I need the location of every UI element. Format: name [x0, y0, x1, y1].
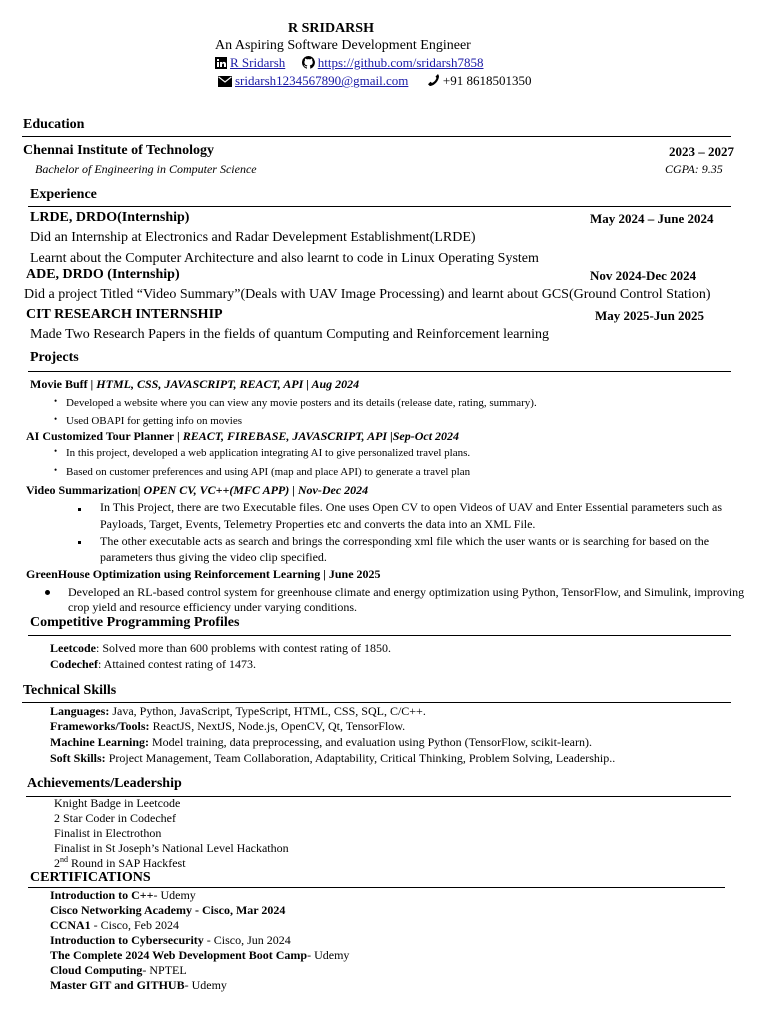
projects-heading: Projects: [30, 350, 79, 365]
certification-item: Cloud Computing- NPTEL: [50, 963, 187, 977]
skill-line: Frameworks/Tools: ReactJS, NextJS, Node.js, OpenCV, Qt, TensorFlow.: [50, 719, 406, 733]
achievement-item: Finalist in Electrothon: [54, 826, 162, 840]
github-icon: [302, 56, 315, 73]
email-link[interactable]: sridarsh1234567890@gmail.com: [235, 73, 409, 88]
project-title: Video Summarization| OPEN CV, VC++(MFC APP) | Nov-Dec 2024: [26, 483, 369, 497]
phone-icon: [427, 73, 440, 91]
links-row: [215, 55, 484, 73]
experience-line: Made Two Research Papers in the fields of quantum Computing and Reinforcement learning: [30, 327, 549, 342]
certification-item: Introduction to Cybersecurity - Cisco, Jun 2024: [50, 933, 291, 947]
bullet-icon: •: [54, 396, 58, 406]
linkedin-icon: [215, 57, 227, 73]
degree: Bachelor of Engineering in Computer Science: [35, 162, 257, 176]
experience-org: ADE, DRDO (Internship): [26, 267, 180, 282]
project-title: GreenHouse Optimization using Reinforcement Learning | June 2025: [26, 567, 381, 581]
school-name: Chennai Institute of Technology: [23, 143, 214, 158]
certifications-heading: CERTIFICATIONS: [30, 870, 151, 885]
phone-number: +91 8618501350: [442, 73, 532, 88]
project-title: AI Customized Tour Planner | REACT, FIREBASE, JAVASCRIPT, API |Sep-Oct 2024: [26, 429, 460, 443]
experience-line: Did a project Titled “Video Summary”(Deals with UAV Image Processing) and learnt about GCS(Ground Control Station): [24, 287, 711, 302]
project-title: Movie Buff | HTML, CSS, JAVASCRIPT, REACT, API | Aug 2024: [30, 377, 360, 391]
experience-heading: Experience: [30, 187, 97, 202]
experience-org: LRDE, DRDO(Internship): [30, 210, 190, 225]
experience-line: Learnt about the Computer Architecture and also learnt to code in Linux Operating System: [30, 251, 539, 266]
skill-line: Soft Skills: Project Management, Team Collaboration, Adaptability, Critical Thinking, Problem Solving, Leadership..: [50, 751, 616, 765]
education-years: 2023 – 2027: [669, 144, 734, 159]
education-heading: Education: [23, 117, 85, 132]
certification-item: Introduction to C++- Udemy: [50, 888, 196, 902]
project-bullet: In This Project, there are two Executable files. One uses Open CV to open Videos of UAV and Enter Essential parameters such as: [100, 500, 723, 514]
project-bullet: The other executable acts as search and brings the corresponding xml file which the user wants or is searching for based on the: [100, 534, 710, 548]
experience-line: Did an Internship at Electronics and Radar Develepment Establishment(LRDE): [30, 230, 476, 245]
leetcode-line: Leetcode: Solved more than 600 problems with contest rating of 1850.: [50, 641, 391, 655]
project-bullet: Developed an RL-based control system for greenhouse climate and energy optimization using Python, TensorFlow, and Simulink, improving: [68, 585, 745, 599]
experience-date: May 2024 – June 2024: [590, 211, 714, 226]
bullet-icon: •: [54, 465, 58, 475]
bullet-icon: [78, 508, 81, 511]
skills-heading: Technical Skills: [23, 683, 117, 698]
certification-item: Cisco Networking Academy - Cisco, Mar 2024: [50, 903, 286, 917]
project-bullet: Based on customer preferences and using API (map and place API) to generate a travel plan: [66, 466, 471, 478]
bullet-icon: [45, 590, 50, 595]
project-bullet: Payloads, Target, Events, Telemetry Properties etc and converts the data into an XML File.: [100, 517, 536, 531]
certification-item: CCNA1 - Cisco, Feb 2024: [50, 918, 180, 932]
project-bullet: In this project, developed a web application integrating AI to give personalized travel plans.: [66, 447, 471, 459]
competitive-divider: [28, 635, 731, 636]
cgpa: CGPA: 9.35: [665, 162, 723, 176]
candidate-name: R SRIDARSH: [288, 21, 374, 36]
achievement-item: 2nd Round in SAP Hackfest: [54, 855, 186, 870]
skills-divider: [22, 702, 731, 703]
skill-line: Machine Learning: Model training, data preprocessing, and evaluation using Python (TensorFlow, scikit-learn).: [50, 735, 592, 749]
bullet-icon: •: [54, 414, 58, 424]
project-bullet: Developed a website where you can view any movie posters and its details (release date, rating, summary).: [66, 397, 537, 409]
certification-item: The Complete 2024 Web Development Boot Camp- Udemy: [50, 948, 350, 962]
experience-date: May 2025-Jun 2025: [595, 308, 705, 323]
experience-org: CIT RESEARCH INTERNSHIP: [26, 307, 223, 322]
email-icon: [218, 75, 232, 91]
certification-item: Master GIT and GITHUB- Udemy: [50, 978, 227, 992]
project-bullet: parameters thus giving the video clip specified.: [100, 550, 327, 564]
project-bullet: crop yield and resource efficiency under varying conditions.: [68, 600, 358, 614]
linkedin-link[interactable]: R Sridarsh: [230, 55, 286, 70]
skill-line: Languages: Java, Python, JavaScript, TypeScript, HTML, CSS, SQL, C/C++.: [50, 704, 426, 718]
github-link[interactable]: https://github.com/sridarsh7858: [317, 55, 484, 70]
achievement-item: Knight Badge in Leetcode: [54, 796, 181, 810]
tagline: An Aspiring Software Development Engineer: [215, 38, 471, 53]
achievement-item: Finalist in St Joseph’s National Level Hackathon: [54, 841, 289, 855]
bullet-icon: [78, 541, 81, 544]
competitive-heading: Competitive Programming Profiles: [30, 615, 240, 630]
experience-date: Nov 2024-Dec 2024: [590, 268, 697, 283]
projects-divider: [28, 371, 731, 372]
bullet-icon: •: [54, 446, 58, 456]
experience-divider: [28, 206, 731, 207]
achievements-heading: Achievements/Leadership: [27, 776, 182, 791]
project-bullet: Used OBAPI for getting info on movies: [66, 415, 242, 427]
contact-row: [218, 73, 531, 91]
education-divider: [22, 136, 731, 137]
codechef-line: Codechef: Attained contest rating of 1473.: [50, 657, 256, 671]
achievement-item: 2 Star Coder in Codechef: [54, 811, 176, 825]
